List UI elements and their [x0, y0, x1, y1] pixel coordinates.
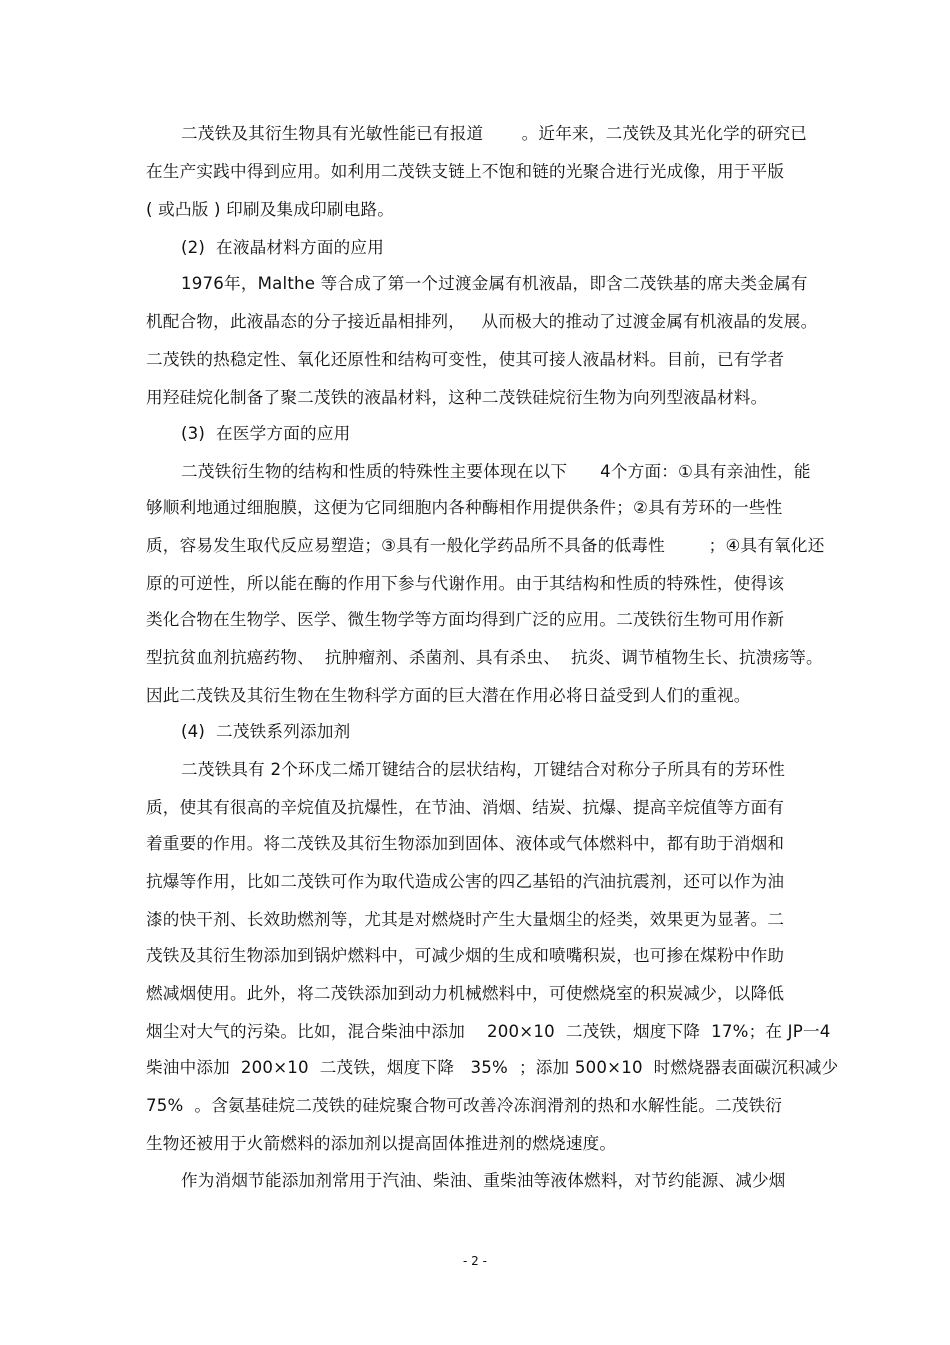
- text-line: 着重要的作用。将二茂铁及其衍生物添加到固体、液体或气体燃料中，都有助于消烟和: [146, 834, 785, 853]
- text-line: 作为消烟节能添加剂常用于汽油、柴油、重柴油等液体燃料，对节约能源、减少烟: [181, 1171, 786, 1190]
- text-line: ( 或凸版 ) 印刷及集成印刷电路。: [146, 200, 395, 219]
- section-heading: (4) 二茂铁系列添加剂: [181, 722, 351, 741]
- page-number: - 2 -: [463, 1254, 487, 1268]
- text-line: 够顺利地通过细胞膜，这便为它同细胞内各种酶相作用提供条件；②具有芳环的一些性: [146, 498, 783, 517]
- text-line: 机配合物，此液晶态的分子接近晶相排列， 从而极大的推动了过渡金属有机液晶的发展。: [146, 312, 818, 331]
- text-line: 质，使其有很高的辛烷值及抗爆性，在节油、消烟、结炭、抗爆、提高辛烷值等方面有: [146, 798, 785, 817]
- section-heading: (3) 在医学方面的应用: [181, 424, 351, 443]
- text-line: 二茂铁的热稳定性、氧化还原性和结构可变性，使其可接人液晶材料。目前，已有学者: [146, 350, 785, 369]
- text-line: 二茂铁具有 2个环戊二烯丌键结合的层状结构，丌键结合对称分子所具有的芳环性: [181, 760, 786, 779]
- text-line: 1976年，Malthe 等合成了第一个过渡金属有机液晶，即含二茂铁基的席夫类金属有: [181, 274, 808, 293]
- text-line: 燃减烟使用。此外，将二茂铁添加到动力机械燃料中，可使燃烧室的积炭减少，以降低: [146, 984, 785, 1003]
- text-line: 用羟硅烷化制备了聚二茂铁的液晶材料，这种二茂铁硅烷衍生物为向列型液晶材料。: [146, 388, 768, 407]
- text-line: 二茂铁衍生物的结构和性质的特殊性主要体现在以下 4个方面：①具有亲油性，能: [181, 462, 811, 481]
- text-line: 在生产实践中得到应用。如利用二茂铁支链上不饱和链的光聚合进行光成像，用于平版: [146, 162, 785, 181]
- text-line: 漆的快干剂、长效助燃剂等，尤其是对燃烧时产生大量烟尘的烃类，效果更为显著。二: [146, 910, 785, 929]
- section-heading: (2) 在液晶材料方面的应用: [181, 238, 384, 257]
- text-line: 类化合物在生物学、医学、微生物学等方面均得到广泛的应用。二茂铁衍生物可用作新: [146, 610, 785, 629]
- text-line: 抗爆等作用，比如二茂铁可作为取代造成公害的四乙基铅的汽油抗震剂，还可以作为油: [146, 872, 785, 891]
- text-line: 柴油中添加 200×10 二茂铁，烟度下降 35% ；添加 500×10 时燃烧器表面碳沉积减少: [146, 1058, 839, 1077]
- text-line: 75% 。含氨基硅烷二茂铁的硅烷聚合物可改善冷冻润滑剂的热和水解性能。二茂铁衍: [146, 1096, 783, 1115]
- text-line: 二茂铁及其衍生物具有光敏性能已有报道 。近年来，二茂铁及其光化学的研究已: [181, 124, 808, 143]
- text-line: 原的可逆性，所以能在酶的作用下参与代谢作用。由于其结构和性质的特殊性，使得该: [146, 574, 785, 593]
- text-line: 因此二茂铁及其衍生物在生物科学方面的巨大潜在作用必将日益受到人们的重视。: [146, 686, 751, 705]
- text-line: 烟尘对大气的污染。比如，混合柴油中添加 200×10 二茂铁，烟度下降 17%；在 JP一4: [146, 1022, 831, 1041]
- text-line: 型抗贫血剂抗癌药物、 抗肿瘤剂、杀菌剂、具有杀虫、 抗炎、调节植物生长、抗溃疡等。: [146, 648, 823, 667]
- text-line: 质，容易发生取代反应易塑造；③具有一般化学药品所不具备的低毒性 ；④具有氧化还: [146, 536, 825, 555]
- text-line: 生物还被用于火箭燃料的添加剂以提高固体推进剂的燃烧速度。: [146, 1134, 617, 1153]
- text-line: 茂铁及其衍生物添加到锅炉燃料中，可减少烟的生成和喷嘴积炭，也可掺在煤粉中作助: [146, 946, 785, 965]
